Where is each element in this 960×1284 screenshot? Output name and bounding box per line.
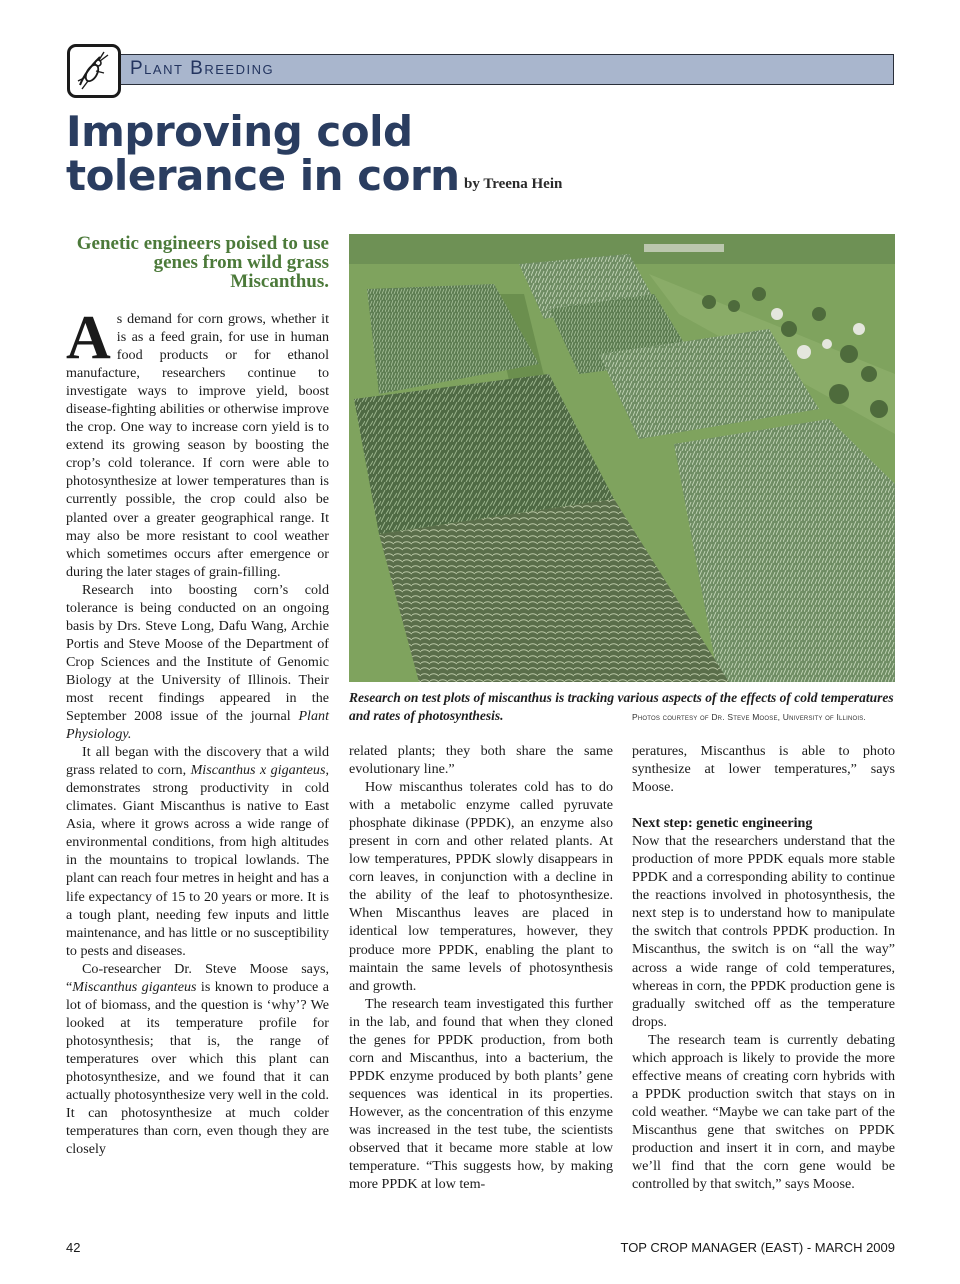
page-number: 42 — [66, 1240, 81, 1255]
body-column-1 — [66, 304, 329, 1158]
paragraph-text: , demonstrates strong productivity in cold climates. Giant Miscanthus is native to East Asia, where it grows across a wide range of environmental conditions, from high altitudes in the mountains to tropical lowlands. The plant can reach four metres in height and has a life expectancy of 15 to 20 years or more. It is a tough plant, needing few inputs and little maintenance, and has little or no susceptibility to pests and diseases. — [66, 762, 329, 959]
paragraph: The research team investigated this further in the lab, and found that when they cloned the genes for PPDK production, from both corn and Miscanthus, into a bacterium, the PPDK enzyme produced by both plants’ gene sequences was identical in its properties. However, as the concentration of this enzyme was increased in the test tube, the scientists observed that it became more stable at low temperature. “This suggests how, by making more PPDK at low tem- — [349, 995, 613, 1193]
field-photo — [349, 234, 895, 682]
drop-cap: A — [66, 304, 111, 372]
paragraph — [66, 743, 329, 960]
photo-credit: Photos courtesy of Dr. Steve Moose, University of Illinois. — [632, 712, 866, 722]
article-title: Improving cold tolerance in corn — [66, 107, 460, 200]
paragraph: related plants; they both share the same evolutionary line.” — [349, 743, 613, 778]
paragraph: Now that the researchers understand that the production of more PPDK equals more stable PPDK and a corresponding ability to continue the reactions involved in photosynthesis, the next step is to understand how to manipulate the switch that controls PPDK production. In Miscanthus, the switch is on “all the way” across a wide range of cold temperatures, whereas in corn, the PPDK production gene is gradually switched off as the temperature drops. — [632, 833, 895, 1030]
paragraph — [66, 304, 329, 581]
plant-bug-icon — [67, 44, 121, 98]
body-column-2 — [349, 742, 613, 1193]
journal-name: Plant Physiology. — [66, 708, 329, 743]
paragraph-text: s demand for corn grows, whether it is as a feed grain, for use in human food products or for ethanol manufacture, researchers continue to investigate ways to improve yield, boost disease-fighting abilities or otherwise improve the crop. One way to increase corn yield is to extend its growing season by boosting the crop’s cold tolerance. If corn were able to photosynthesize at lower temperatures than is currently possible, the crop could also be planted over a greater geographical range. It may also be more resistant to cool weather which sometimes occurs after emergence or during the later stages of grain-filling. — [66, 311, 329, 580]
deck: Genetic engineers poised to use genes from wild grass Miscanthus. — [76, 233, 329, 292]
species-name: Miscanthus giganteus — [72, 978, 197, 995]
paragraph-text: Co-researcher Dr. Steve Moose says, “ — [66, 960, 329, 995]
paragraph: peratures, Miscanthus is able to photo synthesize at lower temperatures,” says Moose. — [632, 743, 895, 796]
byline: by Treena Hein — [464, 176, 563, 192]
body-column-3 — [632, 742, 895, 1193]
paragraph-text: It all began with the discovery that a wild grass related to corn, — [66, 744, 329, 779]
photo-caption: Research on test plots of miscanthus is tracking various aspects of the effects of cold temperatures and rates of photosynthesis. — [349, 690, 894, 723]
paragraph — [66, 581, 329, 743]
section-label: Plant Breeding — [130, 58, 275, 79]
subheading: Next step: genetic engineering — [632, 815, 813, 832]
paragraph: How miscanthus tolerates cold has to do with a metabolic enzyme called pyruvate phosphate dikinase (PPDK), an enzyme also present in corn and other related plants. At low temperatures, PPDK slowly disappears in corn leaves, in conjunction with a decline in the ability of the leaf to photosynthesize. When Miscanthus leaves are placed in identical low temperatures, however, they produce more PPDK, enabling the plant to maintain the same levels of photosynthesis and growth. — [349, 779, 613, 994]
paragraph-text: Research into boosting corn’s cold tolerance is being conducted on an ongoing basis by Drs. Steve Long, Dafu Wang, Archie Portis and Steve Moose of the Department of Crop Sciences and the Institute of Genomic Biology at the University of Illinois. Their most recent findings appeared in the September 2008 issue of the journal — [66, 581, 329, 725]
paragraph: The research team is currently debating which approach is likely to provide the more effective means of creating corn hybrids with a PPDK production switch that stays on in cold weather. “Maybe we can take part of the Miscanthus gene that switches on PPDK production and insert it in corn, and maybe we’ll find that the corn gene would be controlled by that switch,” says Moose. — [632, 1031, 895, 1193]
species-name: Miscanthus x giganteus — [190, 762, 326, 779]
paragraph-text: is known to produce a lot of biomass, and the question is ‘why’? We looked at its temperature profile for photosynthesis; that is, the range of temperatures over which this plant can photosynthesize, and we found that it can actually photosynthesize very well in the cold. It can photosynthesize at much colder temperatures than corn, even though they are closely — [66, 978, 329, 1158]
paragraph — [66, 960, 329, 1159]
publication-footer: TOP CROP MANAGER (EAST) - MARCH 2009 — [620, 1240, 895, 1255]
